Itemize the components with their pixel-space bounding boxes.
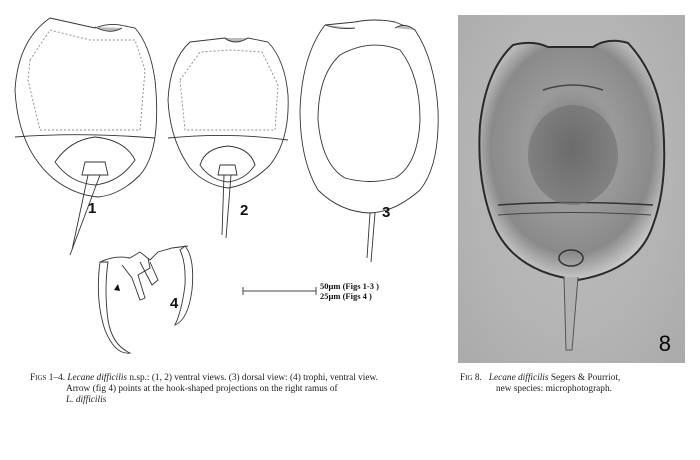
caption-line-2: new species: microphotograph. <box>496 384 612 394</box>
rotifer-photo <box>458 15 685 363</box>
caption-line-2: Arrow (fig 4) points at the hook-shaped projections on the right ramus of <box>66 384 338 394</box>
caption-prefix: Fig 8. <box>460 373 482 383</box>
caption-fig-8 <box>460 373 690 395</box>
caption-line-1: Segers & Pourriot, <box>548 373 621 383</box>
caption-species: Lecane difficilis <box>488 373 549 383</box>
caption-prefix: Figs 1–4. <box>30 373 66 383</box>
scale-bar-line-1: 50µm (Figs 1-3 ) <box>320 281 379 291</box>
caption-line-3: L. difficilis <box>66 395 107 405</box>
microphotograph-fig-8 <box>458 15 685 363</box>
scale-bar-line-2: 25µm (Figs 4 ) <box>320 291 372 301</box>
caption-species: Lecane difficilis <box>67 373 128 383</box>
scale-bar-label <box>320 281 379 301</box>
figure-label-2: 2 <box>240 202 249 219</box>
caption-figs-1-4 <box>30 373 450 406</box>
figure-label-1: 1 <box>88 200 97 217</box>
figure-label-8: 8 <box>658 331 671 356</box>
figure-label-3: 3 <box>382 204 391 221</box>
figure-label-4: 4 <box>170 295 179 312</box>
caption-line-1: n.sp.: (1, 2) ventral views. (3) dorsal view: (4) trophi, ventral view. <box>127 373 378 383</box>
